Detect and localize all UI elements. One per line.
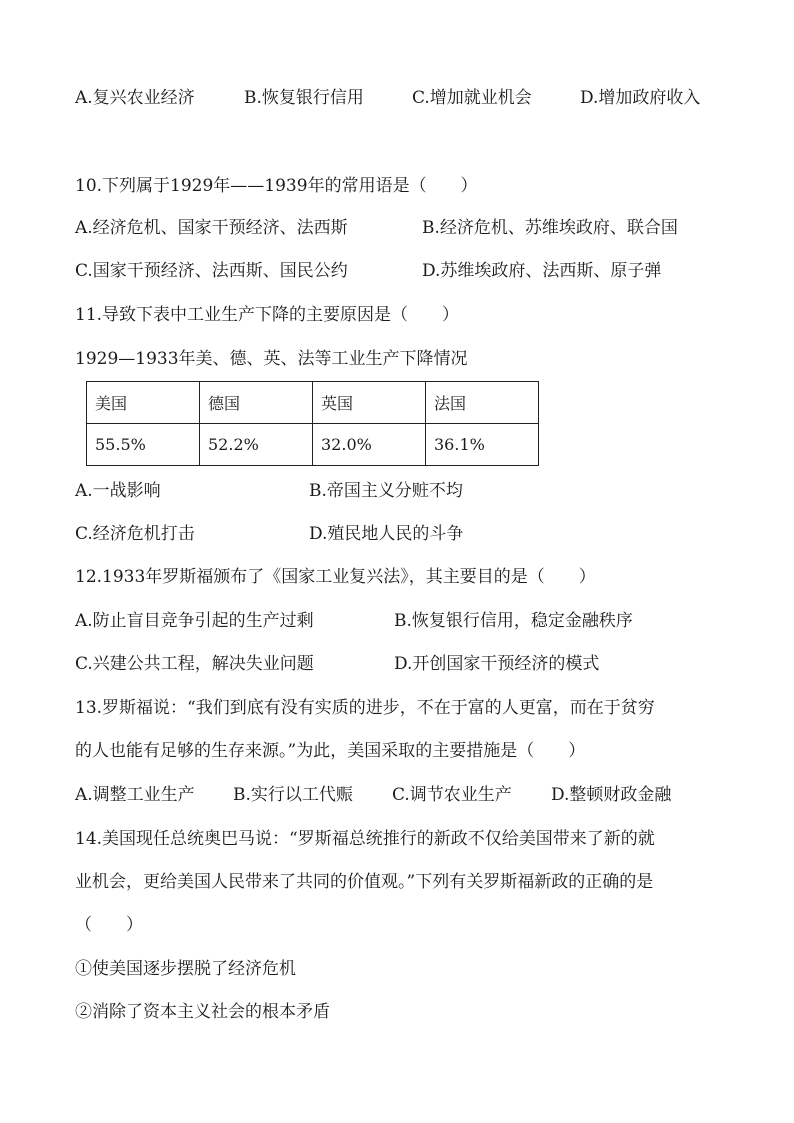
q13-stem-line-2: 的人也能有足够的生存来源。”为此，美国采取的主要措施是（ ）	[75, 741, 586, 761]
q10-option-d[interactable]: D.苏维埃政府、法西斯、原子弹	[422, 261, 662, 281]
table-header-cell: 法国	[426, 382, 539, 424]
table-header-cell: 英国	[313, 382, 426, 424]
q13-option-c[interactable]: C.调节农业生产	[392, 785, 512, 805]
q13-option-d[interactable]: D.整顿财政金融	[551, 785, 672, 805]
q11-option-d[interactable]: D.殖民地人民的斗争	[309, 524, 464, 544]
q11-option-c[interactable]: C.经济危机打击	[75, 524, 195, 544]
table-row	[87, 424, 539, 466]
table-cell: 36.1%	[426, 424, 539, 466]
q12-option-d[interactable]: D.开创国家干预经济的模式	[394, 654, 600, 674]
q12-option-a[interactable]: A.防止盲目竞争引起的生产过剩	[75, 611, 314, 631]
table-header-cell: 美国	[87, 382, 200, 424]
q10-option-c[interactable]: C.国家干预经济、法西斯、国民公约	[75, 261, 348, 281]
q11-option-b[interactable]: B.帝国主义分赃不均	[309, 481, 463, 501]
q14-stem-line-1: 14.美国现任总统奥巴马说：“罗斯福总统推行的新政不仅给美国带来了新的就	[75, 829, 655, 849]
q13-stem-line-1: 13.罗斯福说：“我们到底有没有实质的进步，不在于富的人更富，而在于贫穷	[75, 698, 655, 718]
q12-option-c[interactable]: C.兴建公共工程，解决失业问题	[75, 654, 314, 674]
q9-option-b[interactable]: B.恢复银行信用	[244, 88, 364, 108]
table-cell: 32.0%	[313, 424, 426, 466]
table-cell: 55.5%	[87, 424, 200, 466]
q11-table-caption: 1929—1933年美、德、英、法等工业生产下降情况	[75, 349, 468, 369]
q9-option-d[interactable]: D.增加政府收入	[580, 88, 701, 108]
q10-option-b[interactable]: B.经济危机、苏维埃政府、联合国	[422, 218, 678, 238]
table-header-cell: 德国	[200, 382, 313, 424]
table-cell: 52.2%	[200, 424, 313, 466]
q10-stem: 10.下列属于1929年——1939年的常用语是（ ）	[75, 176, 478, 196]
q13-option-a[interactable]: A.调整工业生产	[75, 785, 195, 805]
q10-option-a[interactable]: A.经济危机、国家干预经济、法西斯	[75, 218, 348, 238]
q9-option-c[interactable]: C.增加就业机会	[412, 88, 532, 108]
q11-option-a[interactable]: A.一战影响	[75, 481, 161, 501]
q11-data-table	[86, 381, 539, 466]
q12-option-b[interactable]: B.恢复银行信用，稳定金融秩序	[394, 611, 633, 631]
q14-stem-line-3: （ ）	[75, 915, 143, 935]
q13-option-b[interactable]: B.实行以工代赈	[233, 785, 353, 805]
table-header-row	[87, 382, 539, 424]
q14-item-2: ②消除了资本主义社会的根本矛盾	[75, 1002, 330, 1022]
q9-option-a[interactable]: A.复兴农业经济	[75, 88, 195, 108]
q12-stem: 12.1933年罗斯福颁布了《国家工业复兴法》，其主要目的是（ ）	[75, 567, 596, 587]
q14-stem-line-2: 业机会，更给美国人民带来了共同的价值观。”下列有关罗斯福新政的正确的是	[75, 872, 654, 892]
q11-stem: 11.导致下表中工业生产下降的主要原因是（ ）	[75, 305, 460, 325]
q14-item-1: ①使美国逐步摆脱了经济危机	[75, 959, 296, 979]
